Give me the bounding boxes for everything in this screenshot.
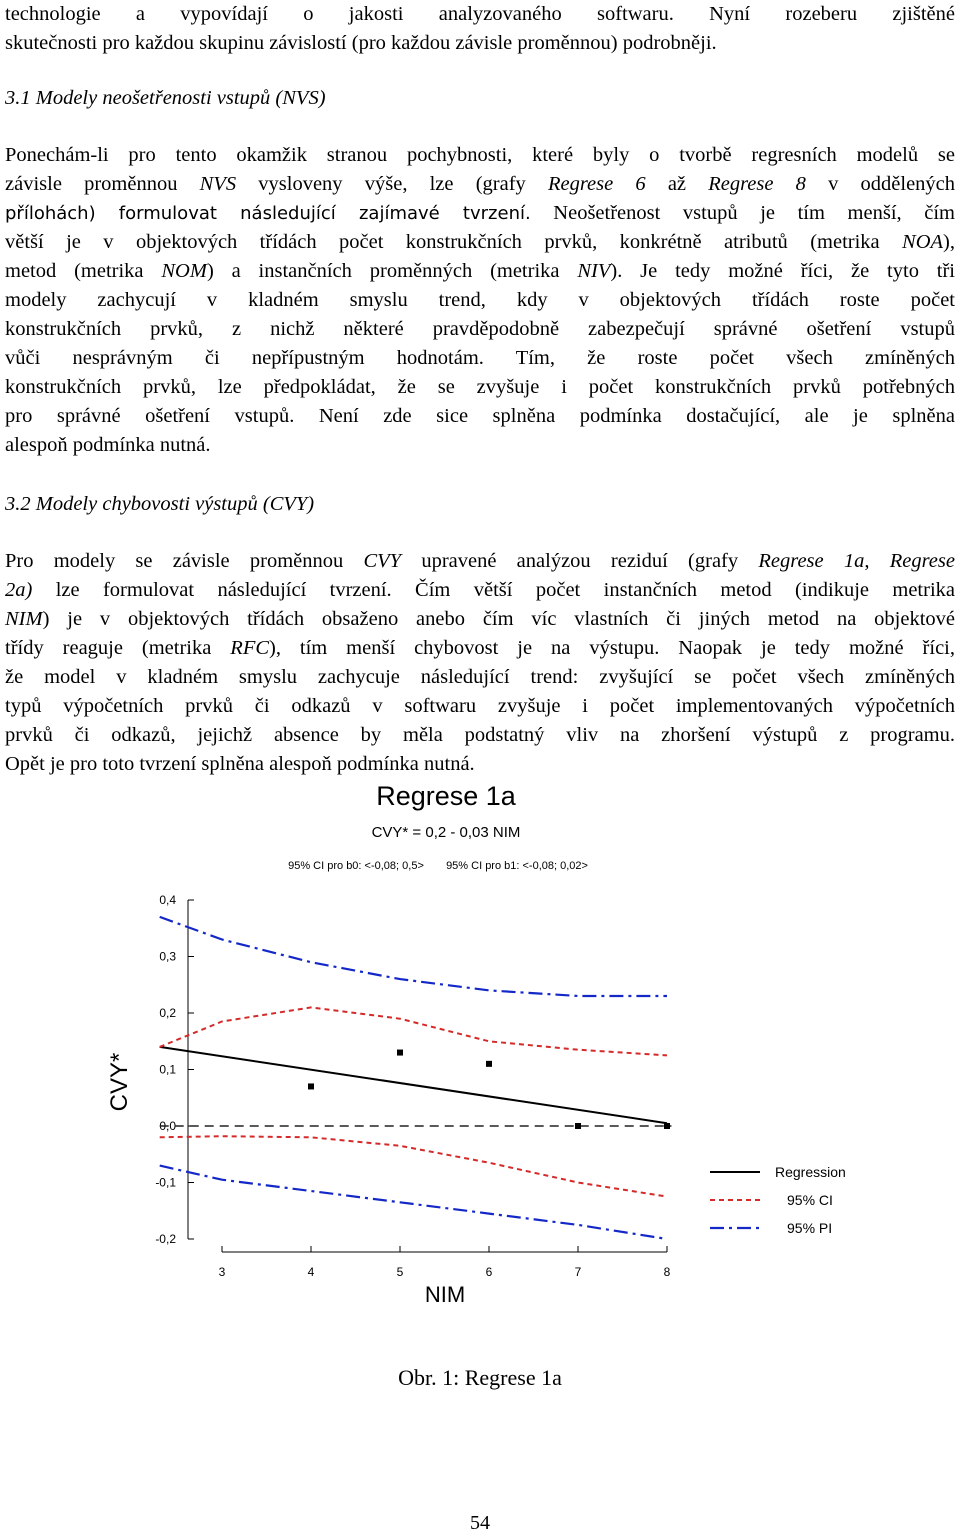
p1-text-2c: vysloveny výše, lze (grafy bbox=[236, 173, 548, 195]
p1-line-1 bbox=[5, 141, 955, 170]
p2-text-1a: Pro modely se závisle proměnnou bbox=[5, 550, 364, 572]
heading-3-2-text: 3.2 Modely chybovosti výstupů (CVY) bbox=[5, 493, 315, 515]
x-tick-label: 7 bbox=[574, 1265, 582, 1279]
p2-text-2a: 2a) bbox=[5, 579, 33, 601]
p2-line-5 bbox=[5, 663, 955, 692]
p1-text-2b: NVS bbox=[199, 173, 237, 195]
figure-caption: Obr. 1: Regrese 1a bbox=[398, 1365, 562, 1390]
legend-label-95-pi: 95% PI bbox=[787, 1220, 833, 1236]
p1-line-10 bbox=[5, 402, 955, 431]
y-tick-label: 0,1 bbox=[159, 1062, 176, 1077]
95-pi-upper-line bbox=[160, 917, 667, 996]
p1-text-4b: NOA bbox=[902, 231, 944, 253]
p1-text-4c: ), bbox=[943, 231, 955, 253]
p1-text-2a: závisle proměnnou bbox=[5, 173, 200, 195]
regression-line bbox=[160, 1047, 667, 1123]
p1-line-11 bbox=[5, 431, 955, 460]
p2-line-1 bbox=[5, 547, 955, 576]
95-ci-lower-line bbox=[160, 1136, 667, 1196]
p1-line-5 bbox=[5, 257, 955, 286]
data-point bbox=[486, 1061, 492, 1067]
chart-legend bbox=[710, 1164, 846, 1236]
p2-text-4a: třídy reaguje (metrika bbox=[5, 637, 231, 659]
95-pi-lower-line bbox=[160, 1166, 667, 1239]
intro-text-2: skutečnosti pro každou skupinu závislostí (pro každou závisle proměnnou) podrobněji. bbox=[5, 32, 717, 54]
95-ci-upper-line bbox=[160, 1007, 667, 1055]
p1-text-8: vůči nesprávným či nepřípustným hodnotám. Tím, že roste počet všech zmíněných bbox=[5, 347, 955, 369]
p2-text-6: typů výpočetních prvků či odkazů v softwaru zvyšuje i počet implementovaných výpočetních bbox=[5, 695, 955, 717]
p1-line-7 bbox=[5, 315, 955, 344]
p2-text-1d: Regrese 1a bbox=[758, 550, 865, 572]
p1-text-2g: v oddělených bbox=[805, 173, 956, 195]
p1-text-1: Ponechám-li pro tento okamžik stranou pochybnosti, které byly o tvorbě regresních modelů se bbox=[5, 144, 955, 166]
p2-line-3 bbox=[5, 605, 955, 634]
regression-chart bbox=[0, 775, 960, 1345]
p1-text-5a: metod (metrika bbox=[5, 260, 162, 282]
page-number: 54 bbox=[470, 1512, 490, 1534]
p1-text-2f: Regrese 8 bbox=[708, 173, 806, 195]
data-point bbox=[397, 1050, 403, 1056]
p2-line-2 bbox=[5, 576, 955, 605]
p2-line-4 bbox=[5, 634, 955, 663]
y-tick-label: -0,2 bbox=[155, 1232, 176, 1246]
p1-text-3a: přílohách) formulovat následující zajímavé tvrzení. bbox=[5, 203, 531, 224]
intro-text-1: technologie a vypovídají o jakosti analyzovaného softwaru. Nyní rozeberu zjištěné bbox=[5, 3, 955, 25]
heading-3-1-text: 3.1 Modely neošetřenosti vstupů (NVS) bbox=[5, 87, 326, 109]
y-tick-label: 0,2 bbox=[159, 1006, 176, 1020]
p2-text-3a: NIM bbox=[5, 608, 43, 630]
p1-text-5b: NOM bbox=[161, 260, 207, 282]
section-heading-3-2 bbox=[5, 490, 955, 519]
p2-line-7 bbox=[5, 721, 955, 750]
p1-line-2 bbox=[5, 170, 955, 199]
p1-text-9: konstrukčních prvků, lze předpokládat, že se zvyšuje i počet konstrukčních prvků potřebných bbox=[5, 376, 955, 398]
p1-line-4 bbox=[5, 228, 955, 257]
x-tick-label: 8 bbox=[663, 1265, 671, 1279]
data-point bbox=[308, 1083, 314, 1089]
p1-text-2e: až bbox=[645, 173, 709, 195]
x-tick-label: 5 bbox=[396, 1265, 404, 1279]
p2-text-2b: lze formulovat následující tvrzení. Čím větší počet instančních metod (indikuje metrika bbox=[32, 579, 955, 601]
x-tick-label: 3 bbox=[218, 1265, 226, 1279]
p1-text-5c: ) a instančních proměnných (metrika bbox=[206, 260, 578, 282]
p1-text-7: konstrukčních prvků, z nichž některé pravděpodobně zabezpečují správné ošetření vstupů bbox=[5, 318, 955, 340]
p2-text-1c: upravené analýzou reziduí (grafy bbox=[401, 550, 759, 572]
p1-text-5d: NIV bbox=[577, 260, 611, 282]
chart-annotation-b0: 95% CI pro b0: <-0,08; 0,5> bbox=[288, 860, 424, 872]
y-tick-label: 0,0 bbox=[159, 1119, 176, 1133]
p1-line-6 bbox=[5, 286, 955, 315]
p2-text-1b: CVY bbox=[363, 550, 402, 572]
p2-text-4b: RFC bbox=[230, 637, 270, 659]
intro-line-1 bbox=[5, 0, 955, 29]
p1-line-8 bbox=[5, 344, 955, 373]
p2-text-4c: ), tím menší chybovost je na výstupu. Naopak je tedy možné říci, bbox=[269, 637, 955, 659]
chart-annotation-b1: 95% CI pro b1: <-0,08; 0,02> bbox=[446, 860, 588, 872]
p2-text-1f: Regrese bbox=[889, 550, 955, 572]
section-heading-3-1 bbox=[5, 84, 955, 113]
p2-text-7: prvků či odkazů, jejichž absence by měla podstatný vliv na zhoršení výstupů z programu. bbox=[5, 724, 955, 746]
p1-text-6: modely zachycují v kladném smyslu trend, kdy v objektových třídách roste počet bbox=[5, 289, 955, 311]
p1-text-3b: Neošetřenost vstupů je tím menší, čím bbox=[530, 202, 955, 224]
y-tick-label: 0,4 bbox=[159, 893, 176, 907]
p2-line-6 bbox=[5, 692, 955, 721]
legend-label-regression: Regression bbox=[775, 1164, 846, 1180]
x-tick-label: 4 bbox=[307, 1265, 315, 1279]
y-axis-label: CVY* bbox=[106, 1052, 133, 1112]
p2-text-5: že model v kladném smyslu zachycuje následující trend: zvyšující se počet všech zmíněných bbox=[5, 666, 955, 688]
p1-line-3 bbox=[5, 199, 955, 228]
chart-title: Regrese 1a bbox=[376, 781, 516, 811]
x-tick-label: 6 bbox=[485, 1265, 493, 1279]
intro-line-2 bbox=[5, 29, 955, 58]
y-tick-label: -0,1 bbox=[155, 1175, 176, 1190]
legend-label-95-ci: 95% CI bbox=[787, 1192, 833, 1208]
p1-text-5e: ). Je tedy možné říci, že tyto tři bbox=[610, 260, 956, 282]
p2-text-8: Opět je pro toto tvrzení splněna alespoň podmínka nutná. bbox=[5, 753, 475, 775]
data-point bbox=[575, 1123, 581, 1129]
p1-text-4a: větší je v objektových třídách počet konstrukčních prvků, konkrétně atributů (metrika bbox=[5, 231, 903, 253]
p1-text-10: pro správné ošetření vstupů. Není zde sice splněna podmínka dostačující, ale je splněna bbox=[5, 405, 955, 427]
y-tick-label: 0,3 bbox=[159, 949, 176, 964]
p2-text-1e: , bbox=[864, 550, 890, 572]
p1-line-9 bbox=[5, 373, 955, 402]
p2-text-3b: ) je v objektových třídách obsaženo anebo čím víc vlastních či jiných metod na objektové bbox=[42, 608, 955, 630]
data-point bbox=[664, 1123, 670, 1129]
x-axis-label: NIM bbox=[424, 1282, 466, 1307]
chart-subtitle: CVY* = 0,2 - 0,03 NIM bbox=[371, 824, 521, 841]
p1-text-11: alespoň podmínka nutná. bbox=[5, 434, 211, 456]
chart-plot-area bbox=[160, 917, 672, 1239]
p1-text-2d: Regrese 6 bbox=[547, 173, 646, 195]
